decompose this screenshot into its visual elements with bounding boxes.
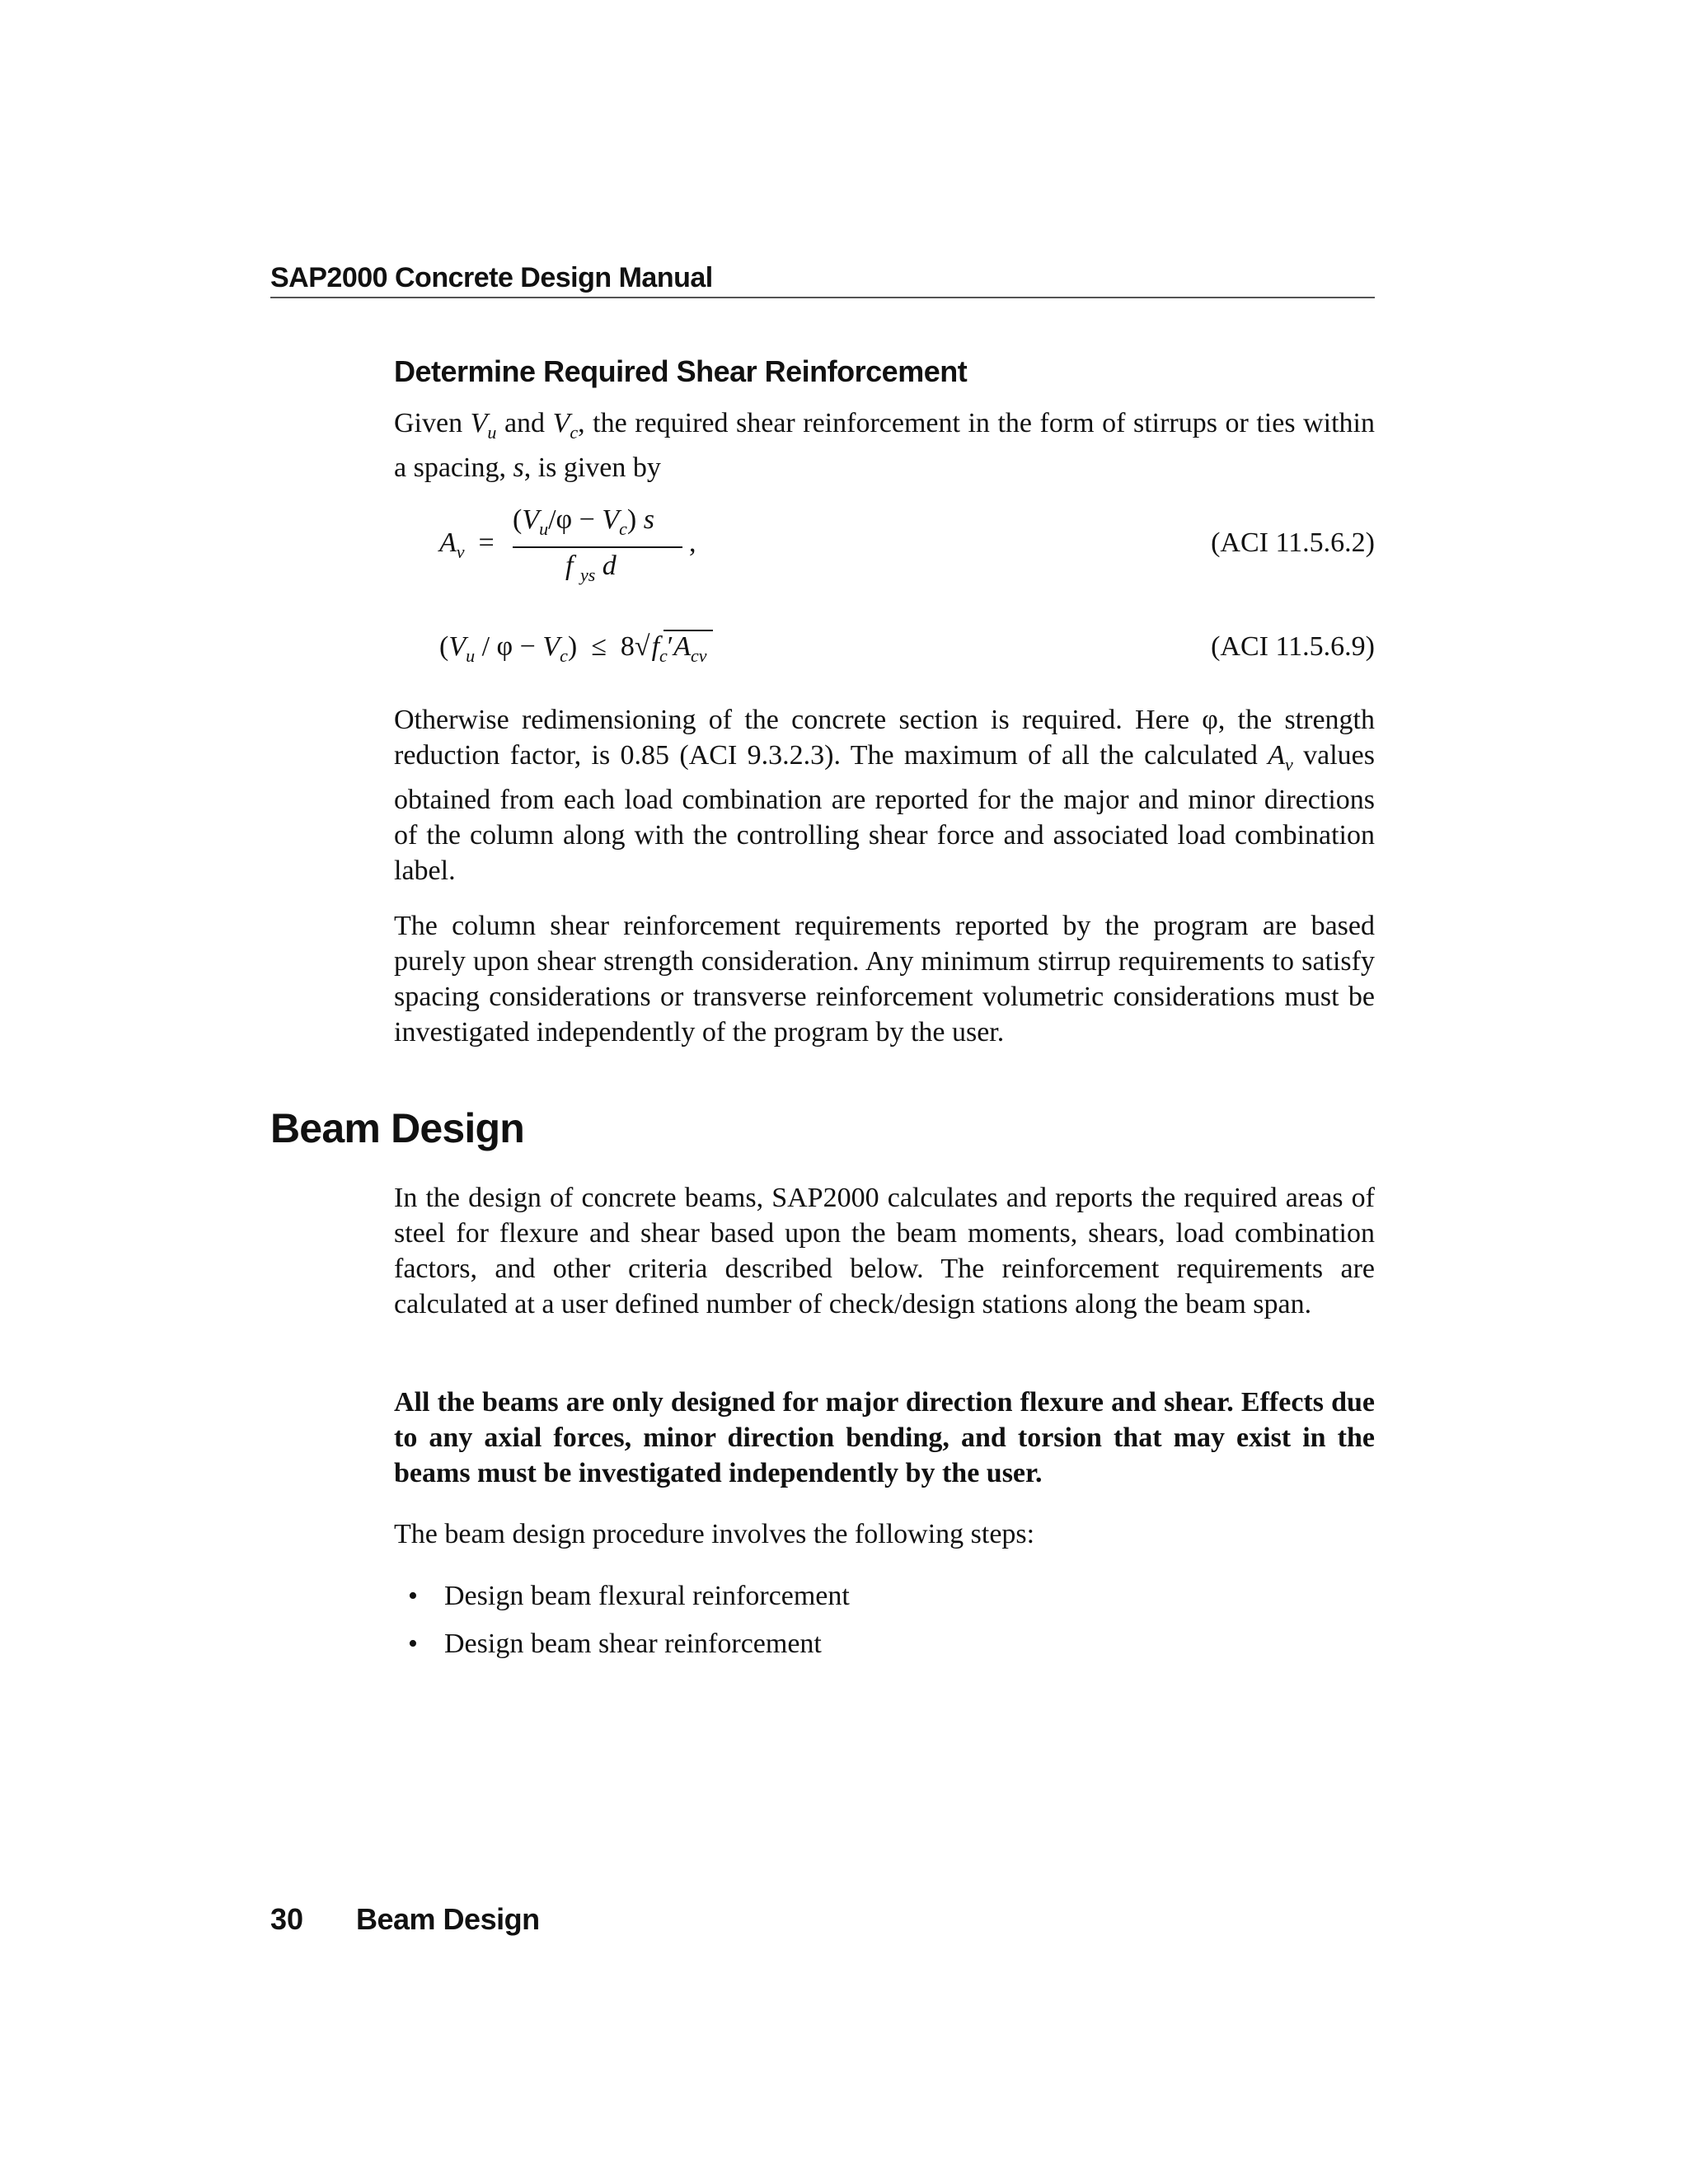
running-header: SAP2000 Concrete Design Manual [270, 262, 713, 293]
shear-intro-paragraph: Given $V_u$ and $V_c$, the required shear reinforcement in the form of stirrups or ties within a spacing, s, is given by [394, 408, 1375, 483]
equation-2-reference: (ACI 11.5.6.9) [1211, 631, 1375, 662]
bullet-icon: • [408, 1629, 418, 1659]
shear-heading: Determine Required Shear Reinforcement [394, 354, 968, 388]
beam-paragraph-steps-intro: The beam design procedure involves the following steps: [394, 1519, 1035, 1549]
bullet-icon: • [408, 1581, 418, 1611]
list-item: • Design beam shear reinforcement [408, 1629, 822, 1659]
shear-paragraph-1: Otherwise redimensioning of the concrete section is required. Here φ, the strength reduction factor, is 0.85 (ACI 9.3.2.3). The maximum of all the calculated $A_v$ values obtained from each load combination are reported for the major and minor directions of the column along with the controlling shear force and associated load combination label. [394, 705, 1375, 886]
header-rule [270, 297, 1375, 298]
page-number: 30 [270, 1902, 304, 1936]
footer-section-title: Beam Design [356, 1902, 540, 1936]
list-item: • Design beam flexural reinforcement [408, 1581, 850, 1611]
shear-paragraph-2: The column shear reinforcement requirements reported by the program are based purely upon shear strength consideration. Any minimum stirrup requirements to satisfy spacing considerations or transverse reinforcement volumetric considerations must be investigated independently of the program by the user. [394, 911, 1375, 1047]
beam-paragraph-bold: All the beams are only designed for major direction flexure and shear. Effects due to any axial forces, minor direction bending, and torsion that may exist in the beams must be investigated independently by the user. [394, 1387, 1375, 1488]
beam-paragraph-1: In the design of concrete beams, SAP2000 calculates and reports the required areas of steel for flexure and shear based upon the beam moments, shears, load combination factors, and other criteria described below. The reinforcement requirements are calculated at a user defined number of check/design stations along the beam span. [394, 1183, 1375, 1319]
equation-1-reference: (ACI 11.5.6.2) [1211, 527, 1375, 558]
section-heading-beam-design: Beam Design [270, 1105, 524, 1151]
